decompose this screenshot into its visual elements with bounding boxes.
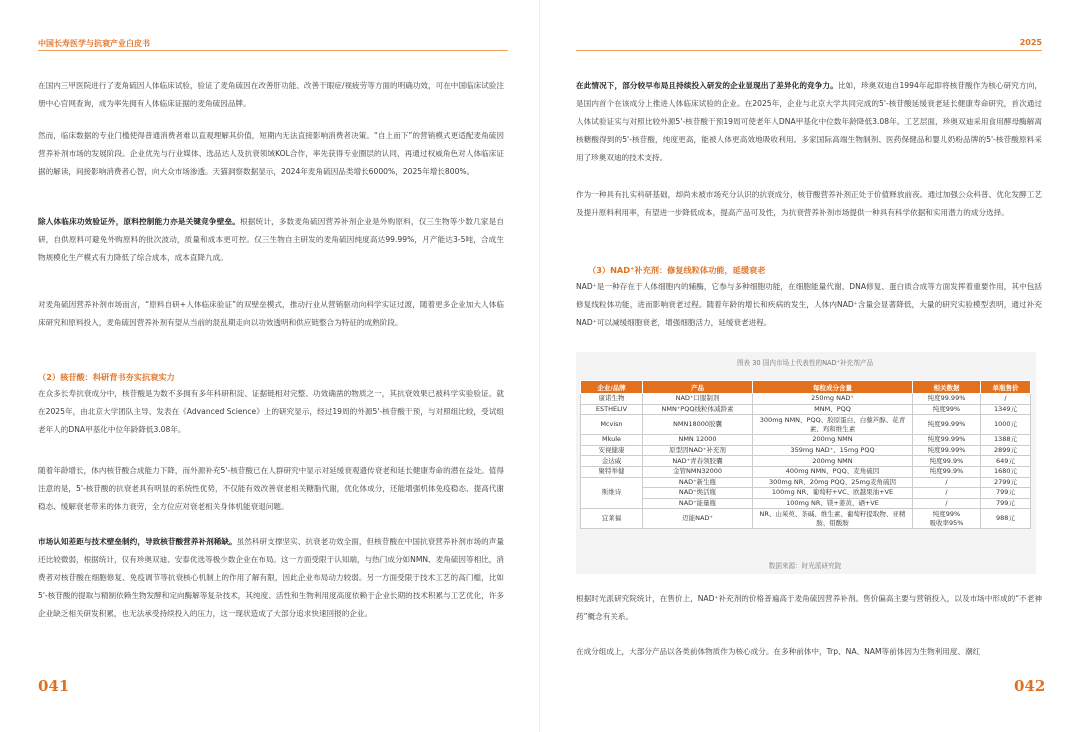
paragraph: 随着年龄增长，体内核苷酸合成能力下降，而外源补充5'-核苷酸已在人群研究中显示对延缓衰观遗传衰老和延长健康寿命的潜在益处。值得注意的是，5'-核苷酸的抗衰老具有明显的系统性优势，不仅能有效改善衰老相关糖脂代谢，优化体成分，还能增强机体免疫稳态、提高代谢稳态、缓解衰老带来的体力衰劳，全方位应对衰老相关身体机能衰退问题。 xyxy=(38,466,504,511)
table-cell: 安视健康 xyxy=(581,445,643,456)
table-cell: 200mg NMN xyxy=(753,456,913,467)
page-number: 042 xyxy=(1014,677,1046,695)
paragraph: 对麦角硫因营养补剂市场而言，“原料自研+人体临床验证”的双壁垒模式，推动行业从营销驱动向科学实证过渡，随着更多企业加大人体临床研究和原料投入，麦角硫因营养补剂有望从当前的混乱期走向以功效透明和供应链整合为特征的成熟阶段。 xyxy=(38,300,504,327)
table-cell: NMN 12000 xyxy=(643,435,753,446)
table-cell: 1388元 xyxy=(981,435,1031,446)
table-cell: 400mg NMN、PQQ、麦角硫因 xyxy=(753,466,913,477)
table-cell: Mcvisn xyxy=(581,415,643,435)
paragraph: NAD⁺是一种存在于人体细胞内的辅酶，它参与多种细胞功能，在细胞能量代谢、DNA修复、蛋白质合成等方面发挥着重要作用，其中包括修复线粒体功能，进而影响衰老过程。随着年龄的增长和疾病的发生，人体内NAD⁺含量会显著降低，大量的研究实验模型表明，通过补充NAD⁺可以减缓细胞衰老，增强细胞活力，延缓衰老进程。 xyxy=(576,282,1042,327)
column-header: 企业/品牌 xyxy=(581,381,643,394)
table-cell: / xyxy=(981,394,1031,405)
table-row xyxy=(581,477,1031,488)
table-cell: NAD⁺青春领胶囊 xyxy=(643,456,753,467)
paragraph: 在国内三甲医院进行了麦角硫因人体临床试验，验证了麦角硫因在改善肝功能、改善干眼症/视疲劳等方面的明确功效，可在中国临床试验注册中心官网查询，成为率先拥有人体临床证据的麦角硫因品牌。 xyxy=(38,81,504,108)
section-heading: （3）NAD⁺补充剂：修复线粒体功能，延缓衰老 xyxy=(588,265,766,275)
paragraph xyxy=(38,533,504,623)
table-cell: 100mg NR、镁+姜黄、硒+VE xyxy=(753,498,913,509)
table-row xyxy=(581,488,1031,499)
table-row xyxy=(581,415,1031,435)
table-cell: 1680元 xyxy=(981,466,1031,477)
figure-source: 数据来源：时光派研究院 xyxy=(768,562,842,570)
table-cell: NAD⁺新生瓶 xyxy=(643,477,753,488)
paragraph: 然而，临床数据的专业门槛使得普通消费者难以直观理解其价值，短期内无法直接影响消费者决策。“自上而下”的营销模式更适配麦角硫因营养补剂市场的发展阶段。企业优先与行业媒体、选品达人及抗衰领域KOL合作，率先获得专业圈层的认同，再通过权威角色对人体临床证据的解读，间接影响消费者心智，向大众市场渗透。天猫洞察数据显示，2024年麦角硫因品类增长6000%，2025年增长800%。 xyxy=(38,131,504,176)
section-heading: （2）核苷酸：科研背书夯实抗衰实力 xyxy=(38,372,175,382)
table-cell: NAD⁺口服制剂 xyxy=(643,394,753,405)
paragraph: 在成分组成上，大部分产品以各类前体物质作为核心成分。在多种前体中，Trp、NA、NAM等前体因为生物利用度、潮红 xyxy=(576,647,981,656)
table-cell: 250mg NAD⁺ xyxy=(753,394,913,405)
table-cell: 1000元 xyxy=(981,415,1031,435)
table-cell: 988元 xyxy=(981,509,1031,529)
table-cell: MNM、PQQ xyxy=(753,404,913,415)
bold-lead: 市场认知差距与技术壁垒制约，导致核苷酸营养补剂稀缺。 xyxy=(38,537,237,546)
header-title: 中国长寿医学与抗衰产业白皮书 xyxy=(38,39,150,48)
table-cell: 纯度99.9% xyxy=(913,456,981,467)
table-cell: 纯度99.9% xyxy=(913,466,981,477)
column-header: 每粒成分含量 xyxy=(753,381,913,394)
table-cell: NAD⁺能量瓶 xyxy=(643,498,753,509)
bold-lead: 在此情况下，部分较早布局且持续投入研发的企业显现出了差异化的竞争力。 xyxy=(576,81,838,90)
paragraph-text: 虽然科研支撑坚实、抗衰老功效全面，但核苷酸在中国抗衰营养补剂市场的声量还比较微弱，根据统计，仅有珍奥双迪、安泰优选等极少数企业在布局。这一方面受限于认知端，与热门成分如NMN、麦角硫因等相比，消费者对核苷酸在细胞修复、免疫调节等抗衰核心机制上的作用了解有限，因此企业布局动力较弱。另一方面受限于技术工艺的高门槛，比如5'-核苷酸的提取与精制依赖生物发酵和定向酶解等复杂技术，其纯度、活性和生物利用度高度依赖于企业长期的技术积累与工艺优化，许多企业缺乏相关研发积累，也无法承受持续投入的压力，这一现状造成了大部分追求快速回报的企业。 xyxy=(38,537,504,618)
column-header: 相关数据 xyxy=(913,381,981,394)
table-cell: 迈能NAD⁺ xyxy=(643,509,753,529)
table-cell: 宜莱福 xyxy=(581,509,643,529)
table-cell: 799元 xyxy=(981,488,1031,499)
table-cell: ESTHELIV xyxy=(581,404,643,415)
table-cell: Mkule xyxy=(581,435,643,446)
table-cell: 200mg NMN xyxy=(753,435,913,446)
table-cell: 原型因NAD⁺补充剂 xyxy=(643,445,753,456)
table-cell: 金管NMN32000 xyxy=(643,466,753,477)
table-cell: / xyxy=(913,498,981,509)
header-rule xyxy=(576,50,1042,51)
column-header: 单瓶售价 xyxy=(981,381,1031,394)
table-cell: 纯度99.99% xyxy=(913,415,981,435)
table-row xyxy=(581,498,1031,509)
table-row xyxy=(581,466,1031,477)
table-cell: NMN18000胶囊 xyxy=(643,415,753,435)
table-cell: 1349元 xyxy=(981,404,1031,415)
table-row xyxy=(581,456,1031,467)
paragraph: 在众多长寿抗衰成分中，核苷酸是为数不多拥有多年科研积淀、证据链相对完整、功效确凿的物质之一，其抗衰效果已被科学实验验证。就在2025年，由北京大学团队主导、发表在《Advanced Science》上的研究显示，经过19周的外源5'-核苷酸干预，与对照组比较，受试组老年人的DNA甲基化中位年龄降低3.08年。 xyxy=(38,389,504,434)
table-cell: 纯度99.99% xyxy=(913,394,981,405)
table-cell: / xyxy=(913,477,981,488)
paragraph: 根据时光派研究院统计，在售价上，NAD⁺补充剂的价格普遍高于麦角硫因营养补剂。售价偏高主要与营销投入，以及市场中形成的“不老神药”概念有关系。 xyxy=(576,594,1042,621)
paragraph-text: 根据统计，多数麦角硫因营养补剂企业是外购原料，仅三生物等少数几家是自研，自供原料可避免外购原料的批次波动，质量和成本更可控。仅三生物自主研发的麦角硫因纯度高达99.99%，月产能达3-5吨，合成生物规模化生产模式有力降低了综合成本，成本直降九成。 xyxy=(38,217,505,262)
paragraph xyxy=(38,213,504,267)
table-row xyxy=(581,394,1031,405)
table-cell: 649元 xyxy=(981,456,1031,467)
header-year: 2025 xyxy=(1019,38,1042,47)
bold-lead: 除人体临床功效验证外，原料控制能力亦是关键竞争壁垒。 xyxy=(38,217,241,226)
header-rule xyxy=(38,50,508,51)
table-cell: 300mg NMN、PQQ、胶原蛋白、白藜芦醇、花青素、鸡和维生素 xyxy=(753,415,913,435)
table-cell: 斯维诗 xyxy=(581,477,643,509)
table-cell: 2799元 xyxy=(981,477,1031,488)
table-cell: 康诺生物 xyxy=(581,394,643,405)
table-cell: 纯度99.99% xyxy=(913,445,981,456)
paragraph: 作为一种具有扎实科研基础，却尚未被市场充分认识的抗衰成分，核苷酸营养补剂正处于价值释放前夜。通过加强公众科普、优化发酵工艺及提升原料利用率，有望进一步降低成本，提高产品可及性，为抗衰营养补剂市场提供一种具有科学依据和实用潜力的成分选择。 xyxy=(576,190,1042,217)
table-header-row xyxy=(581,381,1031,394)
table-row xyxy=(581,509,1031,529)
table-cell: 聚特举健 xyxy=(581,466,643,477)
figure-title: 图表 30 国内市场上代表性的NAD⁺补充剂产品 xyxy=(736,359,874,367)
table-cell: 纯度99% 吸收率95% xyxy=(913,509,981,529)
table-cell: 金达威 xyxy=(581,456,643,467)
table-cell: 799元 xyxy=(981,498,1031,509)
paragraph-text: 比如，珍奥双迪自1994年起即将核苷酸作为核心研究方向，是国内首个在该成分上推进人体临床试验的企业。在2025年，企业与北京大学共同完成的5'-核苷酸延缓衰老延长健康寿命研究，首次通过人体试验证实与对照比较外源5'-核苷酸干预19周可使老年人DNA甲基化中位数年龄降低3.08年。工艺层面，珍奥双迪采用食用酵母酶解离核糖酸得到的5'-核苷酸，纯度更高，能被人体更高效地吸收利用。多家国际高端生物制剂、医药保健品和婴儿奶粉品牌的5'-核苷酸原料采用了珍奥双迪的技术支持。 xyxy=(576,81,1042,162)
table-cell: NR、山茱萸、茶碱、维生素、葡萄籽提取物、亚精胺、钼酸胺 xyxy=(753,509,913,529)
table-cell: 2899元 xyxy=(981,445,1031,456)
product-table xyxy=(580,380,1031,529)
table-cell: 纯度99.99% xyxy=(913,435,981,446)
table-cell: 纯度99% xyxy=(913,404,981,415)
table-cell: 300mg NR、20mg PQQ、25mg麦角硫因 xyxy=(753,477,913,488)
table-cell: 100mg NR、葡萄籽+VC、欧越果油+VE xyxy=(753,488,913,499)
table-cell: / xyxy=(913,488,981,499)
table-row xyxy=(581,445,1031,456)
column-header: 产品 xyxy=(643,381,753,394)
table-cell: 359mg NAD⁺、15mg PQQ xyxy=(753,445,913,456)
table-cell: NMN⁺PQQ线粒体减龄素 xyxy=(643,404,753,415)
page-number: 041 xyxy=(38,677,70,695)
table-cell: NAD⁺焕活瓶 xyxy=(643,488,753,499)
paragraph xyxy=(576,77,1042,167)
table-row xyxy=(581,404,1031,415)
table-row xyxy=(581,435,1031,446)
